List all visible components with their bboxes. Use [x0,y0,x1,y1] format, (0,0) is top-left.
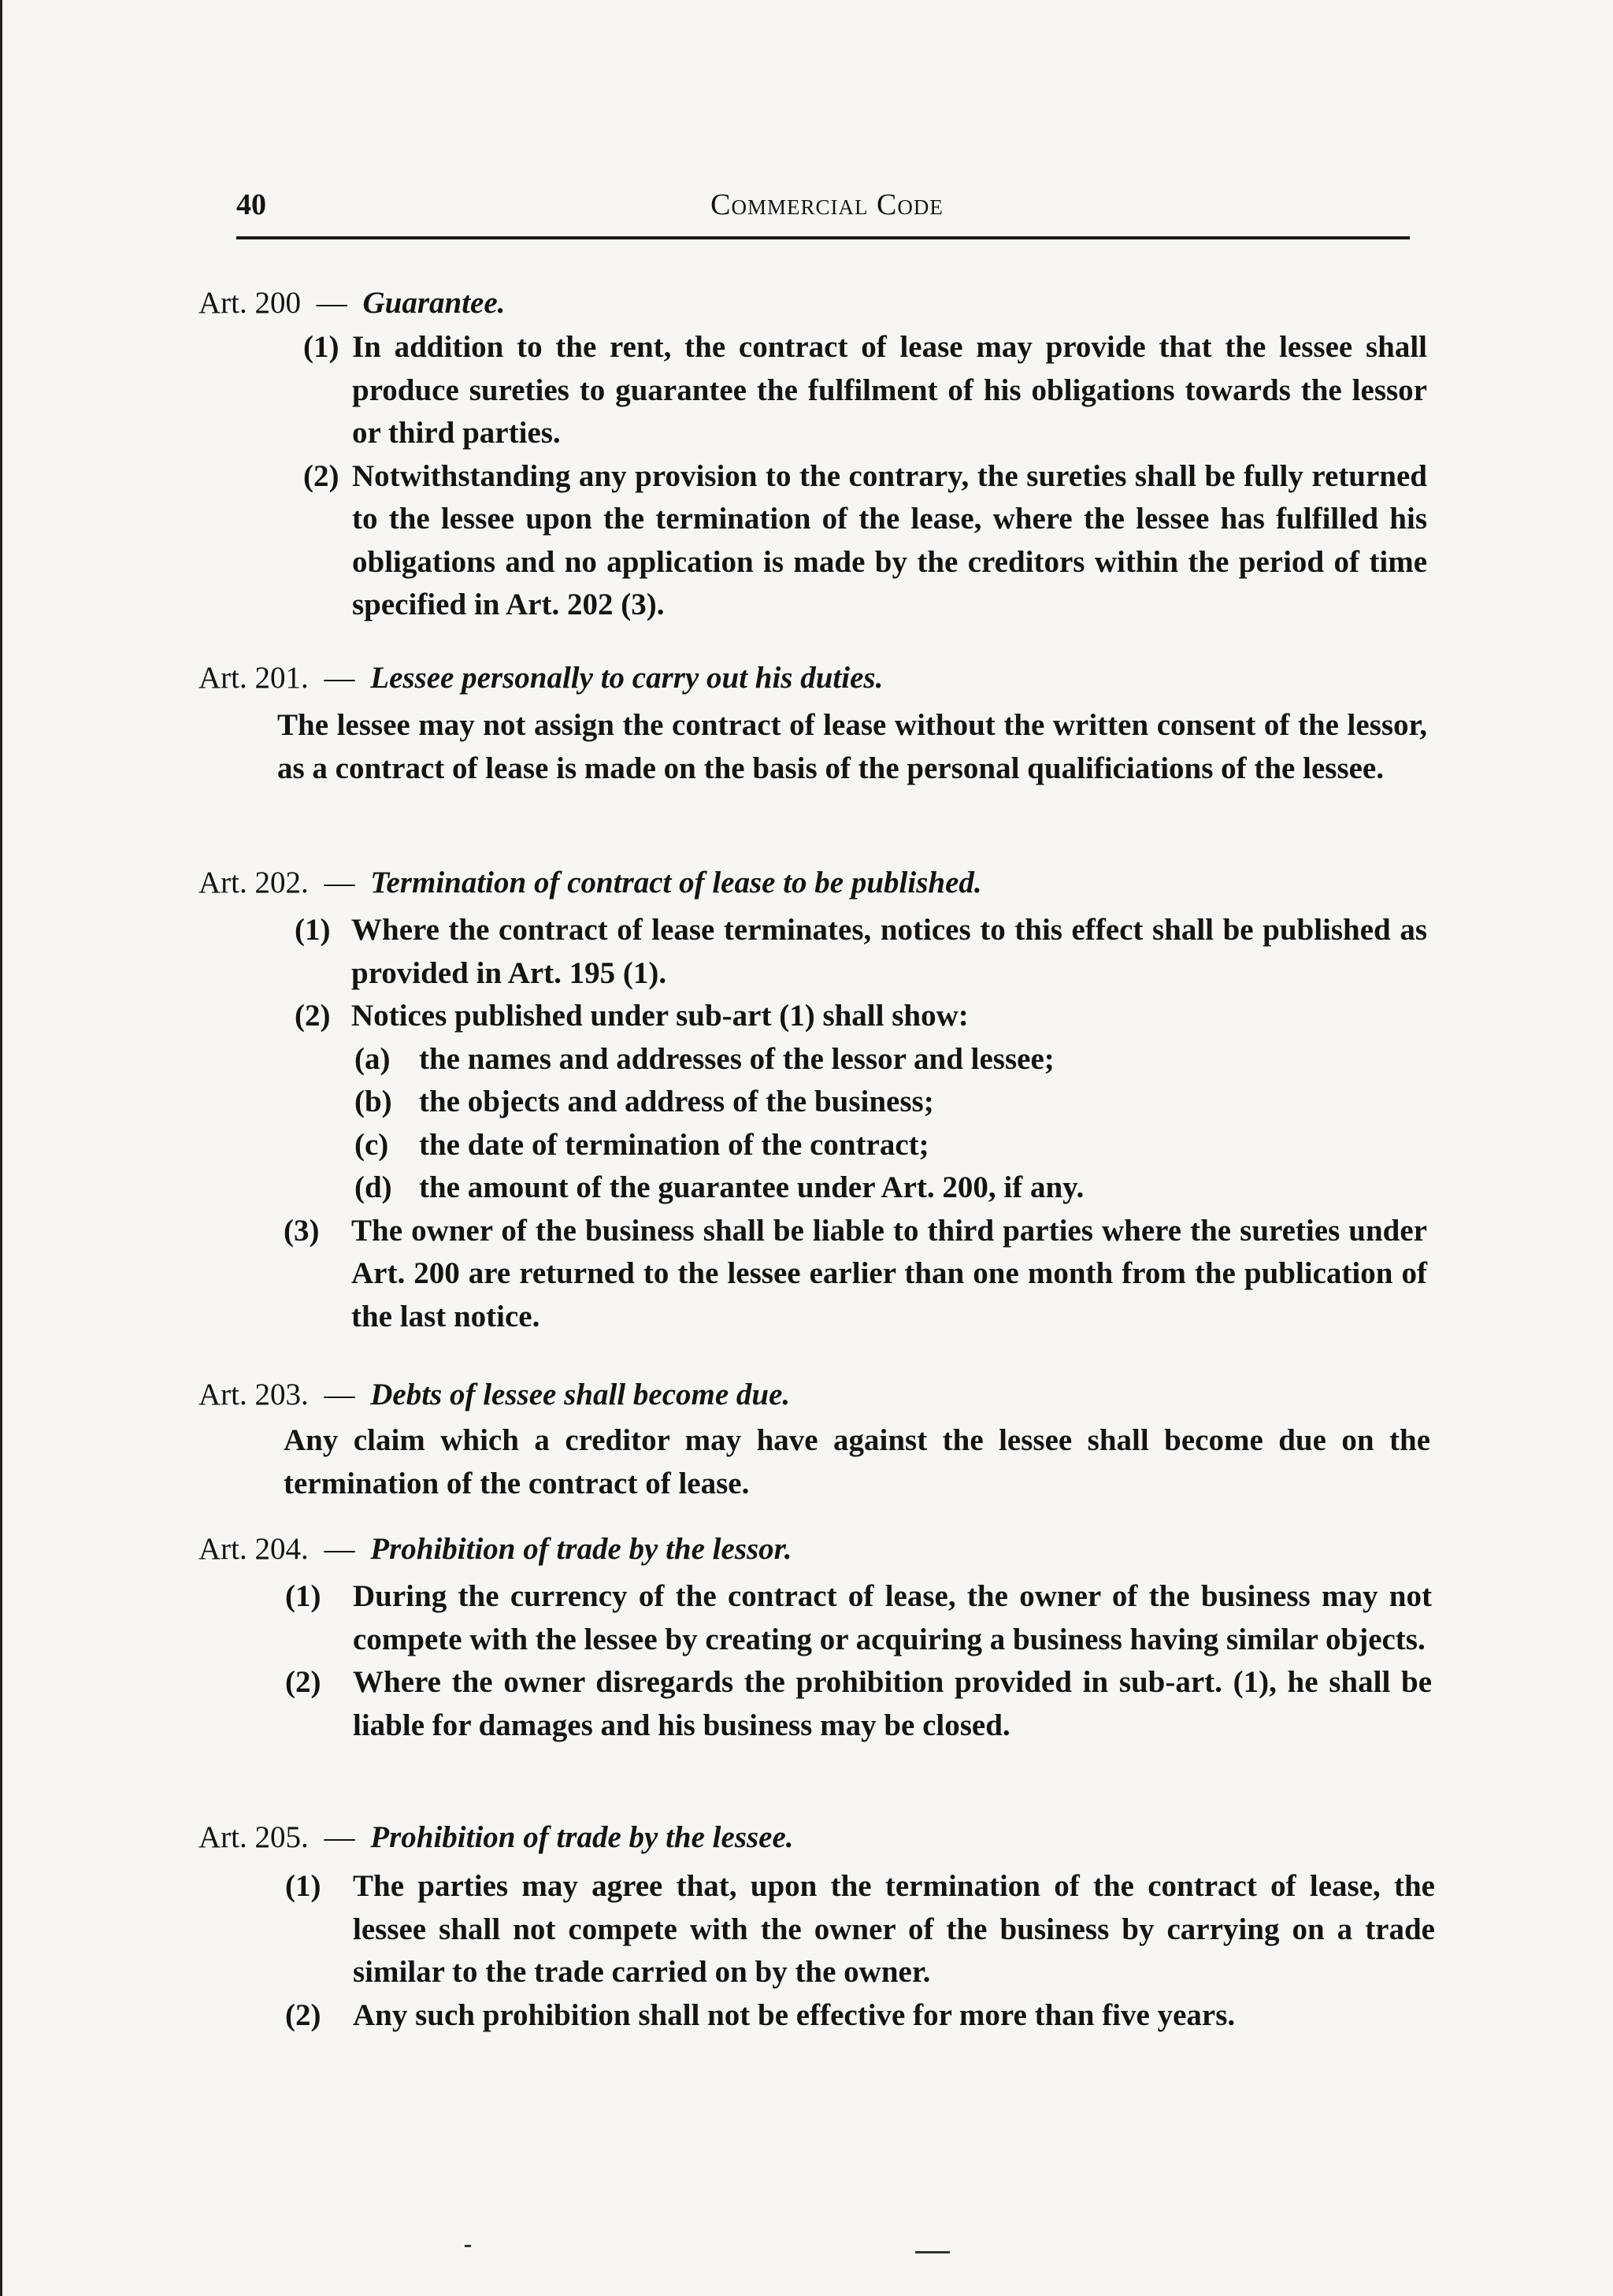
article-dash: — [324,1820,355,1854]
header-rule [236,236,1410,239]
article-dash: — [324,866,355,899]
item-text: In addition to the rent, the contract of lease may provide that the lessee shall produce sureties to guarantee the fulfilment of his obligations towards the lessor or third parties. [352,330,1427,450]
article-item [285,1661,1432,1747]
running-title: Commercial Code [710,188,944,221]
article-heading [198,1528,1427,1571]
article-dash: — [316,286,347,320]
article-203 [198,1374,1430,1505]
article-item [295,909,1427,995]
article-paragraph: The lessee may not assign the contract of lease without the written consent of the lessor, as a contract of lease is made on the basis of the personal qualificiations of the lessee. [277,708,1427,785]
subitem-label: (b) [354,1085,392,1118]
article-title: Guarantee. [362,286,506,320]
article-205 [198,1816,1435,2037]
item-label: (3) [284,1213,320,1248]
article-title: Lessee personally to carry out his duties. [370,661,884,695]
article-subitem [354,1038,1427,1081]
item-label: (1) [285,1869,321,1903]
article-item [295,995,1427,1038]
article-dash: — [324,661,355,695]
item-label: (1) [303,330,339,364]
article-number: Art. 205. [198,1820,309,1854]
subitem-label: (d) [354,1170,392,1204]
scan-edge-line [0,0,2,2296]
subitem-text: the amount of the guarantee under Art. 200, if any. [419,1170,1085,1204]
article-paragraph: Any claim which a creditor may have against the lessee shall become due on the termination of the contract of lease. [284,1423,1430,1500]
article-title: Prohibition of trade by the lessor. [370,1532,792,1566]
item-label: (2) [303,458,339,493]
article-item [284,1210,1427,1339]
article-item [285,1865,1435,1994]
scan-speck [465,2245,471,2247]
item-text: Notwithstanding any provision to the contrary, the sureties shall be fully returned to the lessee upon the termination of the lease, where the lessee has fulfilled his obligations and no application is made by the creditors within the period of time specified in Art. 202 (3). [352,458,1427,621]
article-title: Debts of lessee shall become due. [370,1378,791,1411]
article-dash: — [324,1532,355,1566]
article-subitem [354,1167,1427,1210]
item-text: Any such prohibition shall not be effective for more than five years. [353,1997,1236,2032]
subitem-text: the date of termination of the contract; [419,1127,929,1162]
item-label: (2) [295,999,331,1033]
article-heading [198,862,1427,904]
article-number: Art. 202. [198,866,309,899]
page-number: 40 [236,188,266,221]
item-label: (1) [285,1579,321,1613]
item-label: (1) [295,913,331,947]
article-heading [198,1816,1427,1859]
subitem-text: the objects and address of the business; [419,1085,934,1118]
article-title: Termination of contract of lease to be published. [370,866,982,899]
item-text: Notices published under sub-art (1) shall show: [351,999,969,1033]
article-number: Art. 200 [198,286,301,320]
article-subitem [354,1124,1427,1167]
item-text: During the currency of the contract of lease, the owner of the business may not compete with the lessee by creating or acquiring a business having similar objects. [353,1579,1432,1656]
article-204 [198,1528,1432,1747]
footer-mark [915,2251,950,2253]
item-text: Where the owner disregards the prohibition provided in sub-art. (1), he shall be liable for damages and his business may be closed. [353,1665,1432,1742]
page-header [236,187,1410,232]
article-item [285,1994,1435,2038]
article-item [303,455,1427,627]
article-item [285,1575,1432,1661]
article-heading [198,657,1427,699]
article-dash: — [324,1378,355,1411]
article-heading [198,282,1427,325]
article-200 [198,282,1427,627]
item-label: (2) [285,1665,321,1699]
subitem-text: the names and addresses of the lessor and lessee; [419,1041,1055,1076]
article-item [303,326,1427,455]
subitem-label: (c) [354,1127,389,1162]
item-text: Where the contract of lease terminates, notices to this effect shall be published as provided in Art. 195 (1). [351,913,1427,990]
article-title: Prohibition of trade by the lessee. [370,1820,794,1854]
article-number: Art. 203. [198,1378,309,1411]
subitem-label: (a) [354,1041,391,1076]
article-202 [198,862,1427,1338]
article-subitem [354,1081,1427,1124]
article-201 [198,657,1427,790]
item-text: The parties may agree that, upon the termination of the contract of lease, the lessee shall not compete with the owner of the business by carrying on a trade similar to the trade carried on by the owner. [353,1869,1435,1989]
item-label: (2) [285,1997,321,2032]
article-heading [198,1374,1427,1416]
item-text: The owner of the business shall be liable to third parties where the sureties under Art. 200 are returned to the lessee earlier than one month from the publication of the last notice. [351,1213,1427,1333]
article-number: Art. 204. [198,1532,309,1566]
article-number: Art. 201. [198,661,309,695]
